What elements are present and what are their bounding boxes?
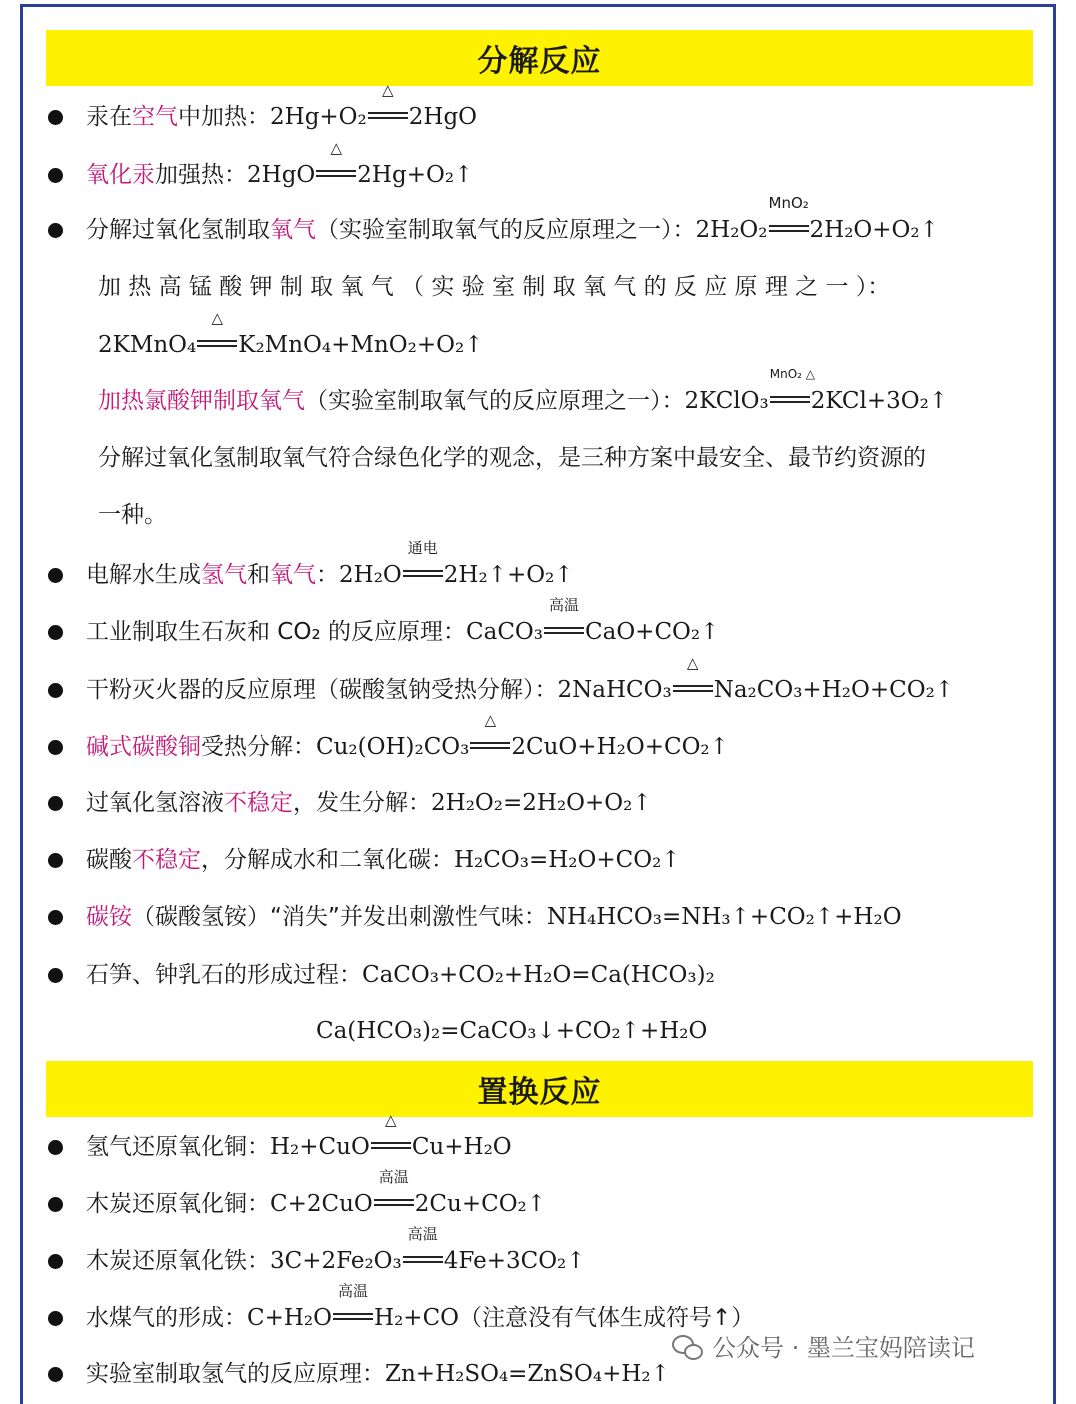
bullet-icon: [48, 968, 63, 983]
continuation-text: 加 热 高 锰 酸 钾 制 取 氧 气 （ 实 验 室 制 取 氧 气 的 反 应 原 理 之 一 ）：: [98, 274, 891, 300]
bullet-icon: [48, 1140, 63, 1155]
reaction-condition: △: [330, 139, 343, 157]
reaction-condition: MnO₂: [768, 194, 809, 212]
bullet-icon: [48, 625, 63, 640]
continuation-text: 分解过氧化氢制取氧气符合绿色化学的观念，是三种方案中最安全、最节约资源的: [98, 445, 926, 471]
section-title-decomposition: 分解反应: [46, 30, 1033, 86]
reaction-condition: △: [484, 711, 497, 729]
equation: 2H₂O₂=2H₂O+O₂↑: [431, 790, 652, 816]
bullet-icon: [48, 683, 63, 698]
wechat-icon: [672, 1333, 702, 1359]
bullet-icon: [48, 568, 63, 583]
equation-rhs: 2HgO: [408, 104, 478, 130]
watermark: [672, 1328, 975, 1363]
reaction-condition: 高温: [549, 596, 580, 614]
bullet-icon: [48, 168, 63, 183]
bullet-icon: [48, 1197, 63, 1212]
reaction-condition: 通电: [407, 539, 438, 557]
continuation-line: 加热氯酸钾制取氧气（实验室制取氧气的反应原理之一）：2KClO₃ MnO₂ △ 2KCl+3O₂↑: [98, 367, 949, 414]
equation: Zn+H₂SO₄=ZnSO₄+H₂↑: [385, 1361, 670, 1387]
bullet-icon: [48, 223, 63, 238]
bullet-icon: [48, 740, 63, 755]
equation: NH₄HCO₃=NH₃↑+CO₂↑+H₂O: [546, 904, 902, 930]
equation-lhs: 2Hg+O₂: [270, 104, 367, 130]
section-title-displacement: 置换反应: [46, 1061, 1033, 1117]
reaction-condition: △: [385, 1111, 397, 1129]
reaction-condition: △: [381, 81, 394, 99]
reaction-condition: 高温: [378, 1168, 409, 1186]
bullet-icon: [48, 110, 63, 125]
equation-line: 2KMnO₄ △ K₂MnO₄+MnO₂+O₂↑: [98, 309, 484, 358]
bullet-icon: [48, 1311, 63, 1326]
continuation-text: 一种。: [98, 502, 167, 528]
bullet-icon: [48, 1254, 63, 1269]
bullet-icon: [48, 910, 63, 925]
reaction-condition: 高温: [338, 1282, 369, 1300]
bullet-icon: [48, 1367, 63, 1382]
equation-line: Ca(HCO₃)₂=CaCO₃↓+CO₂↑+H₂O: [316, 1018, 708, 1044]
reaction-condition: MnO₂ △: [769, 367, 815, 381]
equation: H₂CO₃=H₂O+CO₂↑: [454, 847, 681, 873]
reaction-condition: △: [211, 309, 224, 327]
equation: CaCO₃+CO₂+H₂O=Ca(HCO₃)₂: [362, 962, 715, 988]
watermark-text: 公众号 · 墨兰宝妈陪读记: [712, 1334, 975, 1362]
bullet-icon: [48, 853, 63, 868]
bullet-icon: [48, 796, 63, 811]
reaction-condition: △: [686, 654, 699, 672]
reaction-condition: 高温: [407, 1225, 438, 1243]
